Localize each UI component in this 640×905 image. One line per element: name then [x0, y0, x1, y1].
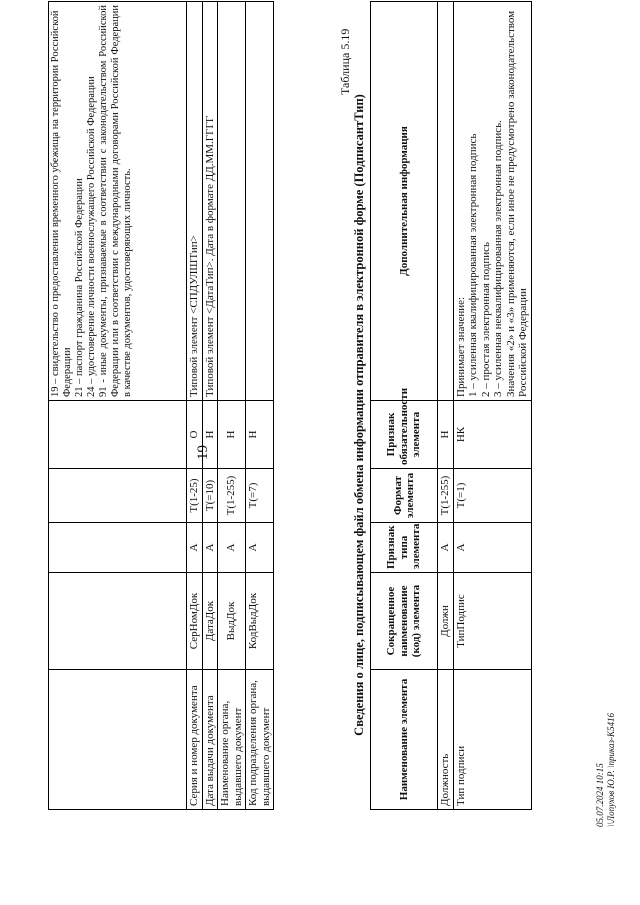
element-format: T(=7)	[246, 469, 274, 523]
element-name: Наименование органа, выдавшего документ	[218, 670, 246, 810]
table-header-row	[371, 2, 438, 810]
continuation-table	[48, 1, 274, 810]
header-name: Наименование элемента	[371, 670, 438, 810]
element-type: А	[202, 523, 218, 573]
element-required: Н	[218, 401, 246, 469]
table-row	[187, 2, 203, 810]
element-code: Должн	[438, 573, 454, 670]
info-line: 3 – усиленная неквалифицированная электронная подпись.	[492, 120, 504, 397]
element-info: Типовой элемент <СПДУЛШТип>	[187, 2, 203, 401]
info-line: Значения «2» и «3» применяются, если иное не предусмотрено законодательством Российской Федерации	[504, 10, 529, 397]
table-row	[218, 2, 246, 810]
element-type: А	[438, 523, 454, 573]
table-title: Сведения о лице, подписывающем файл обмена информации отправителя в электронной форме (ПодписантТип)	[352, 94, 366, 736]
element-type: А	[453, 523, 531, 573]
header-type: Признак типа элемента	[371, 523, 438, 573]
element-type: А	[187, 523, 203, 573]
header-info: Дополнительная информация	[371, 2, 438, 401]
element-info	[218, 2, 246, 401]
element-format: T(1-255)	[218, 469, 246, 523]
document-codes-list	[49, 2, 187, 401]
table-caption: Таблица 5.19	[338, 28, 352, 95]
element-type: А	[246, 523, 274, 573]
element-required: НК	[453, 401, 531, 469]
element-required: О	[187, 401, 203, 469]
stamp-path: \\Лопухов Ю.Р. \приказ-К5416	[606, 712, 616, 827]
element-name: Должность	[438, 670, 454, 810]
code-line: 19 – свидетельство о предоставлении временного убежища на территории Российской Федерации	[50, 10, 73, 397]
element-code: ДатаДок	[202, 573, 218, 670]
code-line: 24 – удостоверение личности военнослужащего Российской Федерации	[86, 76, 97, 397]
code-line: 91 - иные документы, признаваемые в соответствии с законодательством Российской Федерации или в соответствии с международными договорами Российской Федерации в качестве документов, удостоверяющих личность.	[98, 5, 133, 397]
header-code: Сокращенное наименование (код) элемента	[371, 573, 438, 670]
element-required: Н	[246, 401, 274, 469]
table-row	[246, 2, 274, 810]
element-name: Код подразделения органа, выдавшего документ	[246, 670, 274, 810]
element-info	[246, 2, 274, 401]
element-required: Н	[438, 401, 454, 469]
element-code: КодВыдДок	[246, 573, 274, 670]
element-name: Тип подписи	[453, 670, 531, 810]
element-required: Н	[202, 401, 218, 469]
element-format: T(=10)	[202, 469, 218, 523]
info-line: 1 – усиленная квалифицированная электронная подпись	[467, 133, 479, 397]
info-line: 2 – простая электронная подпись	[479, 241, 492, 397]
element-info	[438, 2, 454, 401]
table-row	[438, 2, 454, 810]
element-code: ТипПодпис	[453, 573, 531, 670]
element-info: Типовой элемент <ДатаТип>. Дата в формате ДД.ММ.ГГГГ	[202, 2, 218, 401]
element-name: Серия и номер документа	[187, 670, 203, 810]
signer-table	[370, 1, 532, 810]
info-line: Принимает значение:	[454, 296, 467, 397]
table-row	[49, 2, 187, 810]
print-stamp	[595, 713, 617, 827]
code-line: 21 – паспорт гражданина Российской Федерации	[74, 178, 85, 397]
header-format: Формат элемента	[371, 469, 438, 523]
element-format: T(=1)	[453, 469, 531, 523]
element-info	[453, 2, 531, 401]
header-required: Признак обязательности элемента	[371, 401, 438, 469]
element-name: Дата выдачи документа	[202, 670, 218, 810]
table-row	[202, 2, 218, 810]
element-type: А	[218, 523, 246, 573]
element-format: T(1-255)	[438, 469, 454, 523]
element-code: ВыдДок	[218, 573, 246, 670]
element-code: СерНомДок	[187, 573, 203, 670]
page-number: 19	[195, 445, 211, 460]
stamp-datetime: 05.07.2024 10:15	[595, 763, 605, 827]
element-format: T(1-25)	[187, 469, 203, 523]
table-row	[453, 2, 531, 810]
